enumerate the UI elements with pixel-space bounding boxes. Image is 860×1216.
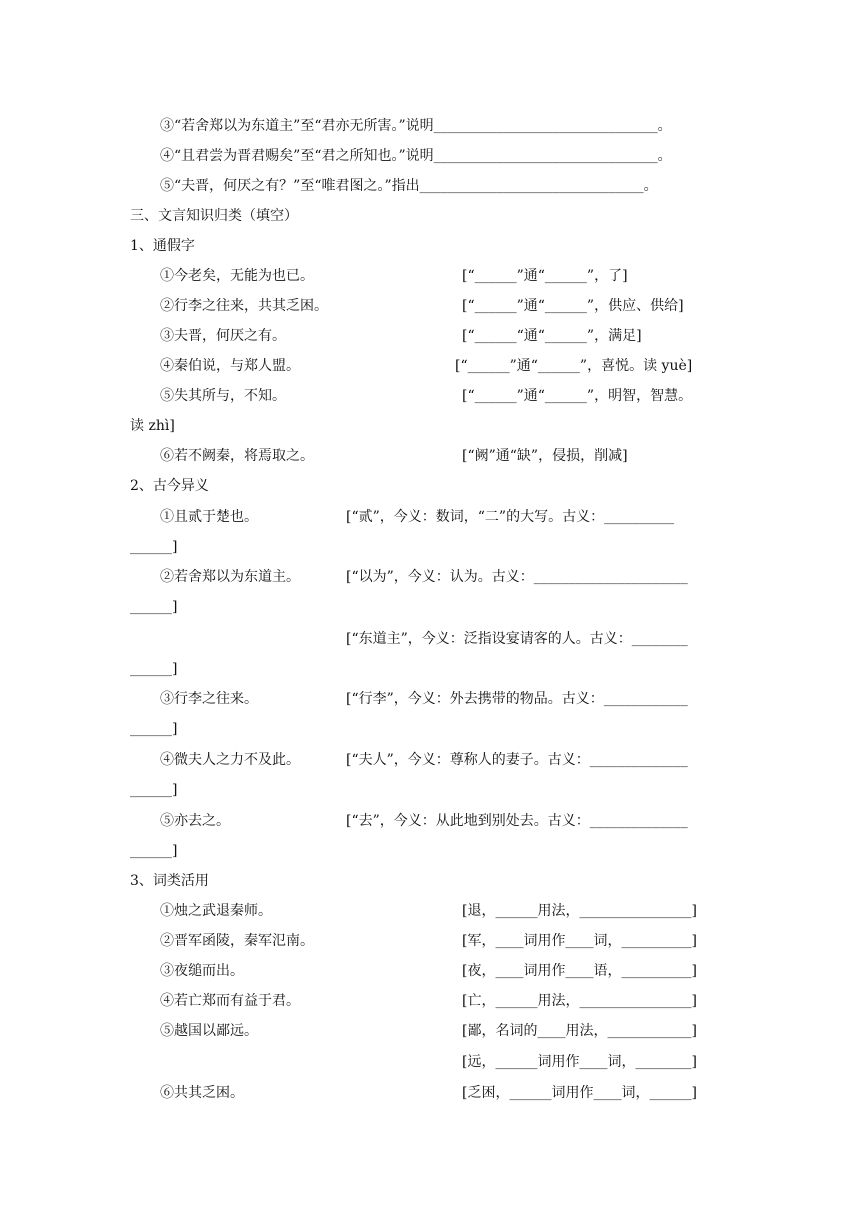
cilei-item-5: ⑤越国以鄙远。: [160, 1023, 258, 1039]
tongjia-answer-2: [“______”通“______”，供应、供给]: [462, 298, 684, 314]
cilei-item-3: ③夜缒而出。: [160, 963, 244, 979]
tongjia-item-1: ①今老矣，无能为也已。: [160, 268, 314, 284]
cilei-answer-5b: [远，______词用作____词，________]: [462, 1054, 697, 1070]
cilei-answer-1: [退，______用法，________________]: [462, 903, 697, 919]
tongjia-answer-1: [“______”通“______”，了]: [462, 268, 628, 284]
gujin-answer-5: [“去”，今义：从此地到别处去。古义：______________: [346, 813, 688, 829]
analysis-line-4: ④“且君尝为晋君赐矣”至“君之所知也。”说明________________________________。: [160, 148, 672, 164]
gujin-answer-3: [“行李”，今义：外去携带的物品。古义：____________: [346, 691, 688, 707]
tongjia-answer-5-cont: 读 zhì]: [130, 418, 175, 434]
cilei-item-4: ④若亡郑而有益于君。: [160, 993, 300, 1009]
cilei-item-1: ①烛之武退秦师。: [160, 903, 272, 919]
gujin-answer-5-cont: ______]: [130, 843, 178, 859]
gujin-answer-4-cont: ______]: [130, 782, 178, 798]
tongjia-item-4: ④秦伯说，与郑人盟。: [160, 358, 300, 374]
subheading-cilei: 3、词类活用: [130, 873, 209, 889]
gujin-item-3: ③行李之往来。: [160, 691, 258, 707]
gujin-answer-1: [“贰”，今义：数词，“二”的大写。古义：__________: [346, 509, 675, 525]
tongjia-answer-3: [“______“通“______”，满足]: [462, 328, 642, 344]
cilei-answer-3: [夜，____词用作____语，__________]: [462, 963, 697, 979]
gujin-answer-2-cont: ______]: [130, 599, 178, 615]
cilei-answer-5a: [鄙，名词的____用法，____________]: [462, 1023, 697, 1039]
gujin-answer-4: [“夫人”，今义：尊称人的妻子。古义：______________: [346, 752, 688, 768]
gujin-answer-1-cont: ______]: [130, 539, 178, 555]
gujin-item-2: ②若舍郑以为东道主。: [160, 569, 300, 585]
tongjia-item-6: ⑥若不阙秦，将焉取之。: [160, 448, 314, 464]
subheading-gujin: 2、古今异义: [130, 478, 209, 494]
section-heading-knowledge: 三、文言知识归类（填空）: [130, 208, 298, 224]
tongjia-answer-5: [“______”通“______”，明智，智慧。: [462, 388, 693, 404]
analysis-line-5: ⑤“夫晋，何厌之有？”至“唯君图之。”指出________________________________。: [160, 178, 658, 194]
gujin-item-5: ⑤亦去之。: [160, 813, 230, 829]
gujin-item-1: ①且贰于楚也。: [160, 509, 258, 525]
cilei-item-2: ②晋军函陵，秦军氾南。: [160, 933, 314, 949]
tongjia-item-2: ②行李之往来，共其乏困。: [160, 298, 328, 314]
cilei-answer-4: [亡，______用法，________________]: [462, 993, 697, 1009]
tongjia-item-5: ⑤失其所与，不知。: [160, 388, 286, 404]
gujin-answer-2: [“以为”，今义：认为。古义：______________________: [346, 569, 688, 585]
tongjia-item-3: ③夫晋，何厌之有。: [160, 328, 286, 344]
gujin-item-4: ④微夫人之力不及此。: [160, 752, 300, 768]
analysis-line-3: ③“若舍郑以为东道主”至“君亦无所害。”说明________________________________。: [160, 118, 672, 134]
tongjia-answer-6: [“阙”通“缺”，侵损，削减]: [462, 448, 628, 464]
cilei-item-6: ⑥共其乏困。: [160, 1085, 244, 1101]
gujin-answer-2b-cont: ______]: [130, 661, 178, 677]
cilei-answer-2: [军，____词用作____词，__________]: [462, 933, 697, 949]
subheading-tongjiazi: 1、通假字: [130, 238, 195, 254]
tongjia-answer-4: [“______”通“______”，喜悦。读 yuè]: [455, 358, 693, 374]
gujin-answer-2b: [“东道主”，今义：泛指设宴请客的人。古义：________: [346, 631, 688, 647]
gujin-answer-3-cont: ______]: [130, 721, 178, 737]
cilei-answer-6: [乏困，______词用作____词，______]: [462, 1085, 697, 1101]
